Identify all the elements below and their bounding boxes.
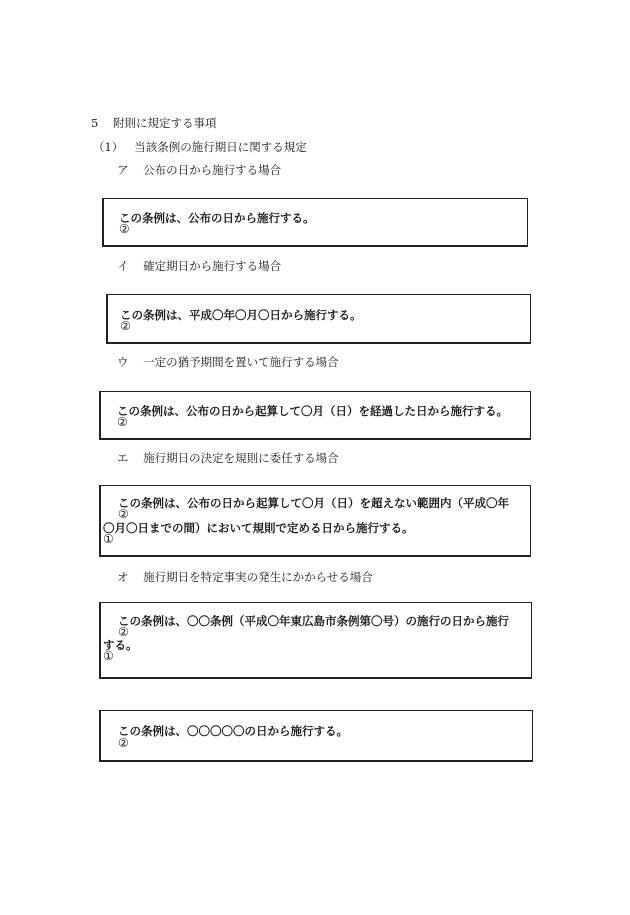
circled-mark: ② xyxy=(120,319,131,333)
subsection-heading xyxy=(93,140,307,154)
subsection-number: （1） xyxy=(93,140,124,154)
box-line: この条例は、公布の日から起算して〇月（日）を経過した日から施行する。 xyxy=(117,404,508,418)
example-box-a xyxy=(102,198,528,247)
item-heading-e xyxy=(117,451,339,465)
box-line: この条例は、公布の日から起算して〇月（日）を超えない範囲内（平成〇年 xyxy=(118,496,509,510)
section-number: 5 xyxy=(91,116,99,130)
item-heading-u xyxy=(117,355,339,369)
circled-mark: ① xyxy=(103,649,114,663)
item-heading-text: 施行期日の決定を規則に委任する場合 xyxy=(143,451,339,465)
example-box-i xyxy=(106,294,531,344)
item-label: オ xyxy=(117,570,129,584)
item-label: エ xyxy=(117,451,129,465)
subsection-title: 当該条例の施行期日に関する規定 xyxy=(134,140,307,154)
example-box-u xyxy=(99,391,531,440)
item-heading-text: 公布の日から施行する場合 xyxy=(143,163,282,177)
item-label: ア xyxy=(117,163,129,177)
circled-mark: ② xyxy=(117,415,128,429)
box-line: 〇月〇日までの間）において規則で定める日から施行する。 xyxy=(103,521,414,535)
box-line: この条例は、〇〇条例（平成〇年東広島市条例第〇号）の施行の日から施行 xyxy=(118,614,509,628)
circled-mark: ② xyxy=(118,507,129,521)
section-heading xyxy=(91,116,216,130)
item-heading-i xyxy=(117,259,281,273)
circled-mark: ② xyxy=(119,222,130,236)
example-box-last xyxy=(99,710,533,762)
circled-mark: ① xyxy=(103,532,114,546)
example-box-o xyxy=(99,602,532,679)
section-title: 附則に規定する事項 xyxy=(112,116,217,130)
box-line: する。 xyxy=(103,638,138,652)
item-heading-o xyxy=(117,570,373,584)
item-label: ウ xyxy=(117,355,129,369)
example-box-e xyxy=(99,485,531,557)
item-heading-a xyxy=(117,163,281,177)
box-line: この条例は、〇〇〇〇〇の日から施行する。 xyxy=(118,724,348,738)
item-heading-text: 確定期日から施行する場合 xyxy=(143,259,282,273)
item-heading-text: 一定の猶予期間を置いて施行する場合 xyxy=(143,355,339,369)
circled-mark: ② xyxy=(118,736,129,750)
box-line: この条例は、平成〇年〇月〇日から施行する。 xyxy=(120,308,362,322)
circled-mark: ② xyxy=(118,625,129,639)
item-heading-text: 施行期日を特定事実の発生にかからせる場合 xyxy=(143,570,373,584)
item-label: イ xyxy=(117,259,129,273)
box-line: この条例は、公布の日から施行する。 xyxy=(119,211,315,225)
